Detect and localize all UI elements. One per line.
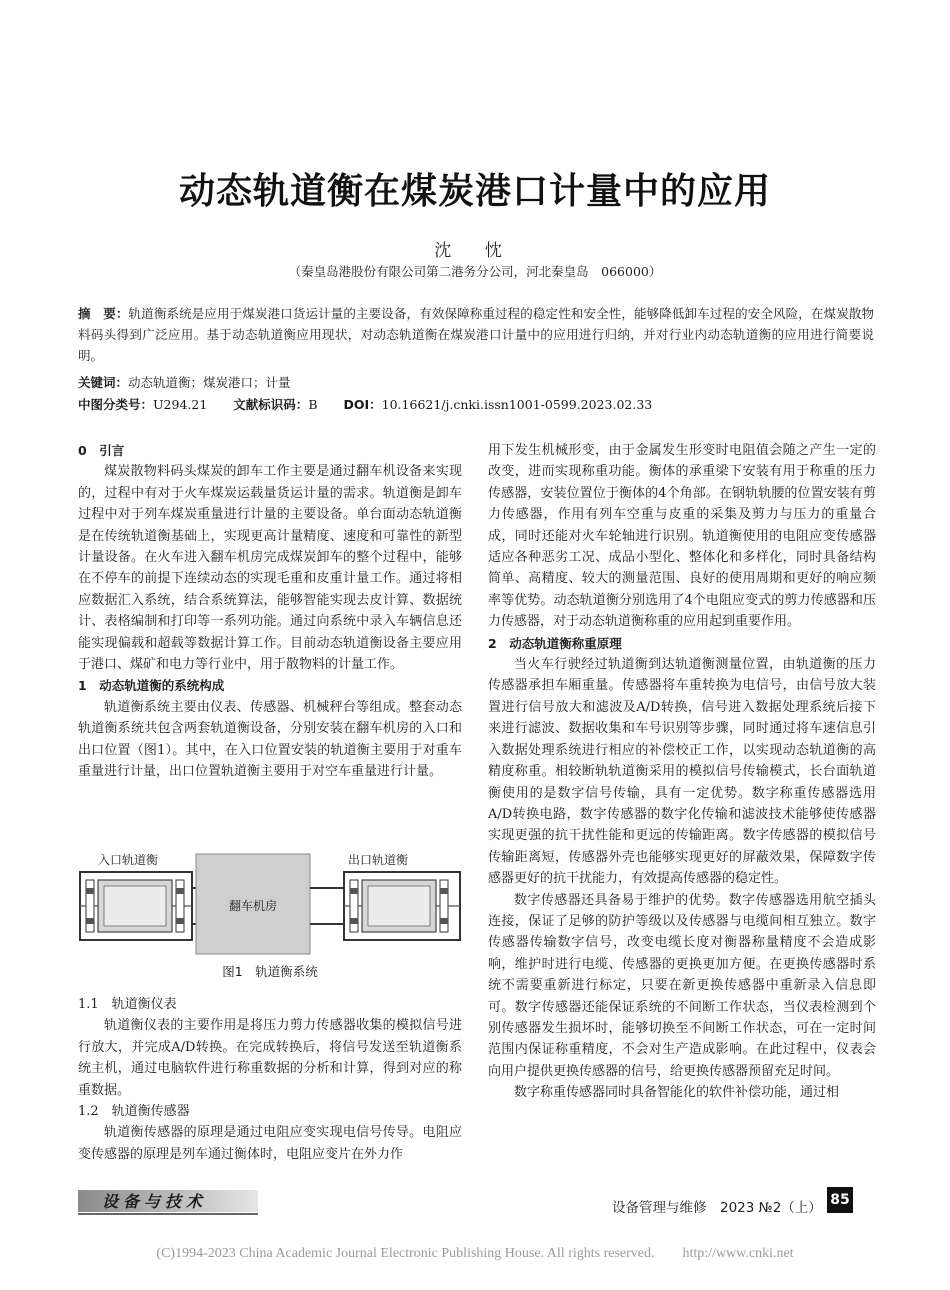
- abstract-text: 轨道衡系统是应用于煤炭港口货运计量的主要设备，有效保障称重过程的稳定性和安全性，能够降低卸车过程的安全风险，在煤炭散物料码头得到广泛应用。基于动态轨道衡应用现状，对动态轨道衡在煤炭港口计量中的应用进行归纳，并对行业内动态轨道衡的应用进行简要说明。: [78, 306, 874, 363]
- exit-weighbridge-label: 出口轨道衡: [348, 853, 409, 867]
- entry-weighbridge: [80, 872, 192, 940]
- section-0-heading: 0 引言: [78, 443, 125, 458]
- section-1-2-paragraph-continued: 用下发生机械形变，由于金属发生形变时电阻值会随之产生一定的改变，进而实现称重功能。衡体的承重梁下安装有用于称重的压力传感器，安装位置位于衡体的4个角部。在钢轨轨腰的位置安装有剪力传感器，作用有列车空重与皮重的采集及剪力与压力的重量合成，同时还能对火车轮轴进行识别。轨道衡使用的电阻应变传感器适应各种恶劣工况、成品小型化、整体化和多样化，同时具备结构简单、高精度、较大的测量范围、良好的使用周期和更好的响应频率等优势。动态轨道衡分别选用了4个电阻应变式的剪力传感器和压力传感器，对于动态轨道衡称重的应用起到重要作用。: [488, 443, 876, 630]
- section-1-paragraph: 轨道衡系统主要由仪表、传感器、机械秤台等组成。整套动态轨道衡系统共包含两套轨道衡设备，分别安装在翻车机房的入口和出口位置（图1）。其中，在入口位置安装的轨道衡主要用于对重车重量进行计量，出口位置轨道衡主要用于对空车重量进行计量。: [78, 699, 462, 780]
- page-number: 85: [827, 1187, 853, 1213]
- section-1-2-paragraph: 轨道衡传感器的原理是通过电阻应变实现电信号传导。电阻应变传感器的原理是列车通过衡体时，电阻应变片在外力作: [78, 1125, 462, 1162]
- dumper-house-label: 翻车机房: [228, 899, 278, 913]
- keywords-label: 关键词：: [78, 375, 129, 390]
- section-2-paragraph-1: 当火车行驶经过轨道衡到达轨道衡测量位置，由轨道衡的压力传感器承担车厢重量。传感器将车重转换为电信号，由信号放大装置进行信号放大和滤波及A/D转换，信号进入数据处理系统后接下来进行滤波、数据收集和车号识别等步骤，同时通过将车速信息引入数据处理系统进行相应的补偿校正工作，以实现动态轨道衡的高精度称重。相较断轨轨道衡采用的模拟信号传输模式，长台面轨道衡使用的是数字信号传输，具有一定优势。数字称重传感器选用A/D转换电路，数字传感器的数字化传输和滤波技术能够使传感器实现更强的抗干扰性能和更远的传输距离。数字传感器的模拟信号传输距离短，传感器外壳也能够实现更好的屏蔽效果，保障数字传感器更好的抗干扰能力，有效提高传感器的稳定性。: [488, 657, 876, 887]
- section-0-paragraph: 煤炭散物料码头煤炭的卸车工作主要是通过翻车机设备来实现的，过程中有对于火车煤炭运载量货运计量的需求。轨道衡是卸车过程中对于列车煤炭重量进行计量的主要设备。单台面动态轨道衡是在传统轨道衡基础上，实现更高计量精度、速度和可靠性的新型计量设备。在火车进入翻车机房完成煤炭卸车的整个过程中，能够在不停车的前提下连续动态的实现毛重和皮重计量工作。通过将相应数据汇入系统，结合系统算法，能够智能实现去皮计算、数据统计、表格编制和打印等一系列功能。通过向系统中录入车辆信息还能实现偏载和超载等数据计算工作。目前动态轨道衡设备主要应用于港口、煤矿和电力等行业中，用于散物料的计量工作。: [78, 464, 462, 673]
- section-2-paragraph-3: 数字称重传感器同时具备智能化的软件补偿功能，通过相: [514, 1085, 840, 1101]
- doi-label: DOI：: [343, 397, 382, 412]
- section-1-1-paragraph: 轨道衡仪表的主要作用是将压力剪力传感器收集的模拟信号进行放大，并完成A/D转换。在完成转换后，将信号发送至轨道衡系统主机，通过电脑软件进行称重数据的分析和计算，得到对应的称重数据。: [78, 1018, 462, 1098]
- section-2-heading: 2 动态轨道衡称重原理: [488, 635, 622, 651]
- classification-line: [78, 394, 874, 415]
- copyright-notice: (C)1994-2023 China Academic Journal Electronic Publishing House. All rights reserved. http://www.cnki.net: [156, 1246, 794, 1261]
- doc-code-label: 文献标识码：: [233, 397, 309, 412]
- figure-1-caption: 图1 轨道衡系统: [222, 964, 318, 979]
- section-1-heading: 1 动态轨道衡的系统构成: [78, 678, 225, 694]
- journal-info: 设备管理与维修 2023 №2（上）: [612, 1200, 822, 1216]
- doi-value: 10.16621/j.cnki.issn1001-0599.2023.02.33: [381, 397, 653, 412]
- author-name: 沈 忱: [434, 241, 516, 261]
- right-column: [488, 440, 876, 1104]
- clc-label: 中图分类号：: [78, 397, 154, 412]
- left-column-top: [78, 440, 462, 783]
- section-2-paragraph-2: 数字传感器还具备易于维护的优势。数字传感器选用航空插头连接，保证了足够的防护等级以及传感器与电缆间相互独立。数字传感器传输数字信号，改变电缆长度对衡器称量精度不会造成影响，维护时进行电缆、传感器的更换更加方便。在更换传感器时系统不需要重新进行标定，只要在新更换传感器中重新录入信息即可。数字传感器还能保证系统的不间断工作状态，当仪表检测到个别传感器发生损坏时，能够切换至不间断工作状态，可在一定时间范围内保证称重精度，不会对生产造成影响。在此过程中，仪表会向用户提供更换传感器的信号，给更换传感器预留充足时间。: [488, 892, 876, 1079]
- footer-banner: [78, 1186, 258, 1216]
- author-affiliation: （秦皇岛港股份有限公司第二港务分公司，河北秦皇岛 066000）: [288, 264, 662, 279]
- left-column-bottom: [78, 994, 462, 1165]
- section-1-1-heading: 1.1 轨道衡仪表: [78, 997, 177, 1012]
- keywords: [78, 372, 874, 393]
- article-title: 动态轨道衡在煤炭港口计量中的应用: [178, 171, 771, 212]
- footer-banner-text: 设备与技术: [102, 1194, 208, 1211]
- abstract: [78, 303, 874, 366]
- abstract-label: 摘 要：: [78, 306, 129, 321]
- clc-value: U294.21: [153, 397, 208, 412]
- section-1-2-heading: 1.2 轨道衡传感器: [78, 1104, 190, 1120]
- exit-weighbridge: [344, 872, 460, 940]
- doc-code-value: B: [308, 397, 318, 412]
- entry-weighbridge-label: 入口轨道衡: [98, 853, 159, 867]
- figure-1-diagram: [78, 848, 462, 958]
- keywords-text: 动态轨道衡；煤炭港口；计量: [128, 375, 291, 390]
